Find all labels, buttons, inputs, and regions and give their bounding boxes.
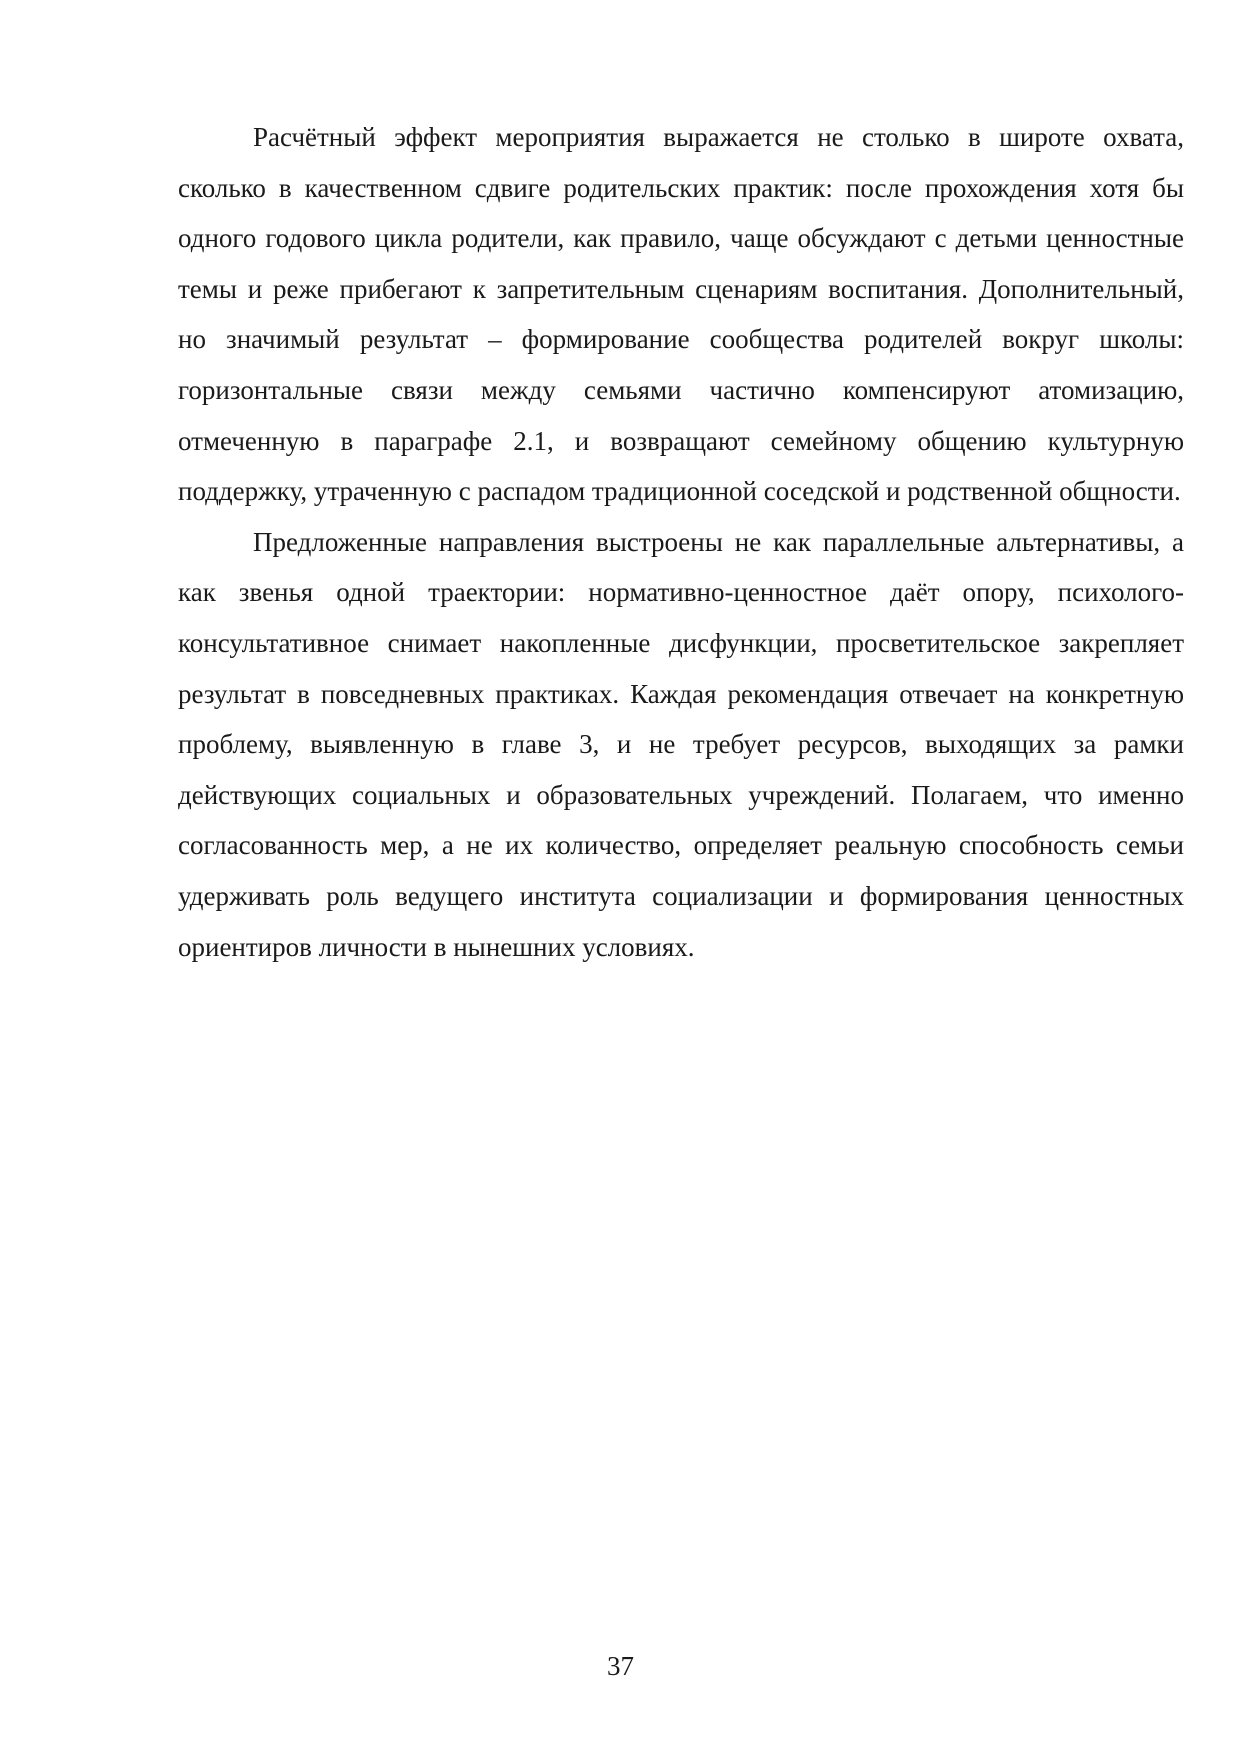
page-number: 37 <box>607 1651 634 1681</box>
paragraph-2: Предложенные направления выстроены не как параллельные альтернативы, а как звенья одной траектории: нормативно-ценностное даёт опору, психолого-консультативное снимает накопленные дисфункции, просветительское закрепляет результат в повседневных практиках. Каждая рекомендация отвечает на конкретную проблему, выявленную в главе 3, и не требует ресурсов, выходящих за рамки действующих социальных и образовательных учреждений. Полагаем, что именно согласованность мер, а не их количество, определяет реальную способность семьи удерживать роль ведущего института социализации и формирования ценностных ориентиров личности в нынешних условиях. <box>178 526 1184 962</box>
paragraph-1: Расчётный эффект мероприятия выражается не столько в широте охвата, сколько в качественном сдвиге родительских практик: после прохождения хотя бы одного годового цикла родители, как правило, чаще обсуждают с детьми ценностные темы и реже прибегают к запретительным сценариям воспитания. Дополнительный, но значимый результат – формирование сообщества родителей вокруг школы: горизонтальные связи между семьями частично компенсируют атомизацию, отмеченную в параграфе 2.1, и возвращают семейному общению культурную поддержку, утраченную с распадом традиционной соседской и родственной общности. <box>178 122 1184 507</box>
body-text <box>178 112 1184 972</box>
